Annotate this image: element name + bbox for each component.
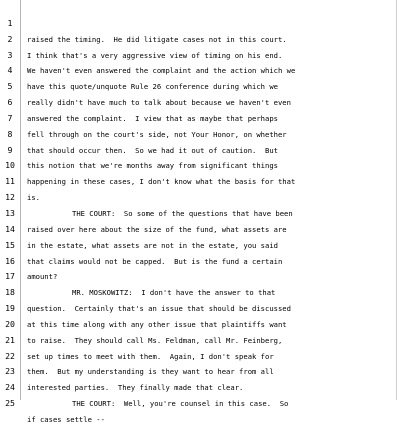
line-number: 22	[5, 350, 15, 361]
line-text: is.	[27, 193, 40, 203]
line-text: happening in these cases, I don't know what the basis for that	[27, 177, 296, 187]
line-text: I think that's a very aggressive view of timing on his end.	[27, 50, 283, 60]
line-number: 15	[5, 239, 15, 250]
transcript-line	[2, 0, 396, 44]
transcript-page	[2, 0, 397, 424]
line-text: THE COURT: Well, you're counsel in this case. So	[72, 399, 289, 409]
line-number: 24	[5, 382, 15, 393]
line-text: to raise. They should call Ms. Feldman, call Mr. Feinberg,	[27, 335, 283, 345]
line-number: 20	[5, 318, 15, 329]
line-number: 8	[7, 128, 13, 139]
line-text: interested parties. They finally made that clear.	[27, 383, 244, 393]
line-number: 12	[5, 192, 15, 203]
line-number: 13	[5, 207, 15, 218]
line-number: 2	[7, 33, 13, 44]
line-text: in the estate, what assets are not in the estate, you said	[27, 240, 278, 250]
line-text: fell through on the court's side, not Your Honor, on whether	[27, 129, 287, 139]
line-text: amount?	[27, 272, 58, 282]
line-text: them. But my understanding is they want to hear from all	[27, 367, 274, 377]
line-text: We haven't even answered the complaint and the action which we	[27, 66, 296, 76]
line-text: raised over here about the size of the fund, what assets are	[27, 224, 287, 234]
line-number: 18	[5, 287, 15, 298]
line-number: 25	[5, 398, 15, 409]
line-text: set up times to meet with them. Again, I don't speak for	[27, 351, 274, 361]
line-text: have this quote/unquote Rule 26 conference during which we	[27, 82, 278, 92]
line-number: 5	[7, 81, 13, 92]
line-number: 23	[5, 366, 15, 377]
line-text: if cases settle --	[27, 414, 105, 424]
line-text: raised the timing. He did litigate cases not in this court.	[27, 34, 287, 44]
line-number: 11	[5, 176, 15, 187]
line-number: 21	[5, 334, 15, 345]
line-text: at this time along with any other issue that plaintiffs want	[27, 319, 287, 329]
line-text: this notion that we're months away from significant things	[27, 161, 278, 171]
line-number: 4	[7, 65, 13, 76]
line-number: 1	[7, 17, 13, 28]
line-number: 9	[7, 144, 13, 155]
line-number: 3	[7, 49, 13, 60]
line-number: 14	[5, 223, 15, 234]
line-number: 10	[5, 160, 15, 171]
transcript-lines	[2, 0, 396, 424]
line-number: 6	[7, 97, 13, 108]
line-text: answered the complaint. I view that as maybe that perhaps	[27, 113, 278, 123]
line-text: question. Certainly that's an issue that should be discussed	[27, 304, 291, 314]
line-text: really didn't have much to talk about because we haven't even	[27, 98, 291, 108]
line-text: MR. MOSKOWITZ: I don't have the answer to that	[72, 288, 276, 298]
line-text: that claims would not be capped. But is the fund a certain	[27, 256, 283, 266]
line-number: 16	[5, 255, 15, 266]
line-text: THE COURT: So some of the questions that have been	[72, 208, 293, 218]
line-number: 17	[5, 271, 15, 282]
line-text: that should occur then. So we had it out of caution. But	[27, 145, 278, 155]
line-number: 19	[5, 303, 15, 314]
line-number: 7	[7, 112, 13, 123]
